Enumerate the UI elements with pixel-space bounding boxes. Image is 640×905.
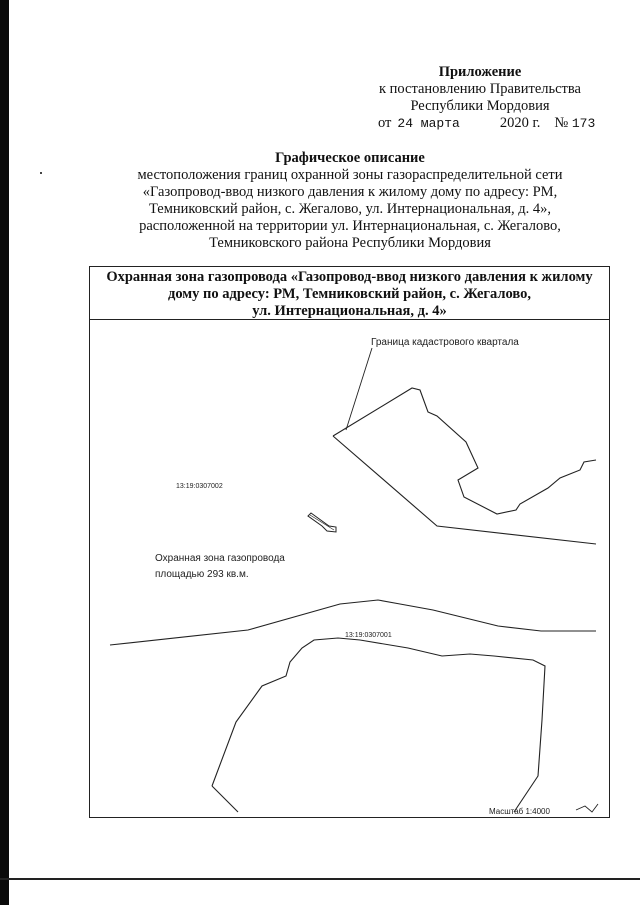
quarter-boundary-label: Граница кадастрового квартала [371, 337, 519, 348]
quarter-boundary-leader [346, 348, 372, 430]
parcel-label-upper: 13:19:0307002 [176, 483, 223, 490]
scale-label: Масштаб 1:4000 [489, 807, 550, 816]
lower-parcel-inner-edge [212, 638, 545, 812]
gas-pipeline-axis [310, 515, 334, 530]
parcel-label-lower: 13:19:0307001 [345, 632, 392, 639]
description-title: Графическое описание [275, 150, 425, 166]
scale-mark [576, 804, 598, 812]
description-line: Темниковского района Республики Мордовия [209, 235, 491, 251]
date-day-month: 24 марта [397, 116, 460, 131]
description-line: местоположения границ охранной зоны газораспределительной сети [137, 167, 563, 183]
appendix-title: Приложение [438, 64, 522, 80]
description-line: «Газопровод-ввод низкого давления к жилому дому по адресу: РМ, [142, 184, 558, 200]
date-year: 2020 г. [499, 115, 541, 131]
number-prefix: № [554, 115, 569, 131]
description-line: расположенной на территории ул. Интернациональная, с. Жегалово, [139, 218, 561, 234]
upper-parcel-lower-edge [333, 436, 596, 544]
lower-parcel-left-edge [212, 786, 238, 812]
upper-parcel-boundary [333, 388, 596, 514]
appendix-line-1: к постановлению Правительства [379, 81, 581, 97]
map-header-line: дому по адресу: РМ, Темниковский район, с. Жегалово, [168, 286, 531, 302]
appendix-line-2: Республики Мордовия [410, 98, 550, 114]
zone-label-line-2: площадью 293 кв.м. [155, 569, 249, 580]
date-prefix: от [378, 115, 392, 131]
zone-label-line-1: Охранная зона газопровода [155, 553, 285, 564]
map-header-line: Охранная зона газопровода «Газопровод-ввод низкого давления к жилому [106, 269, 593, 285]
map-header-line: ул. Интернациональная, д. 4» [252, 303, 447, 319]
document-number: 173 [571, 116, 596, 131]
description-line: Темниковский район, с. Жегалово, ул. Интернациональная, д. 4», [148, 201, 552, 217]
